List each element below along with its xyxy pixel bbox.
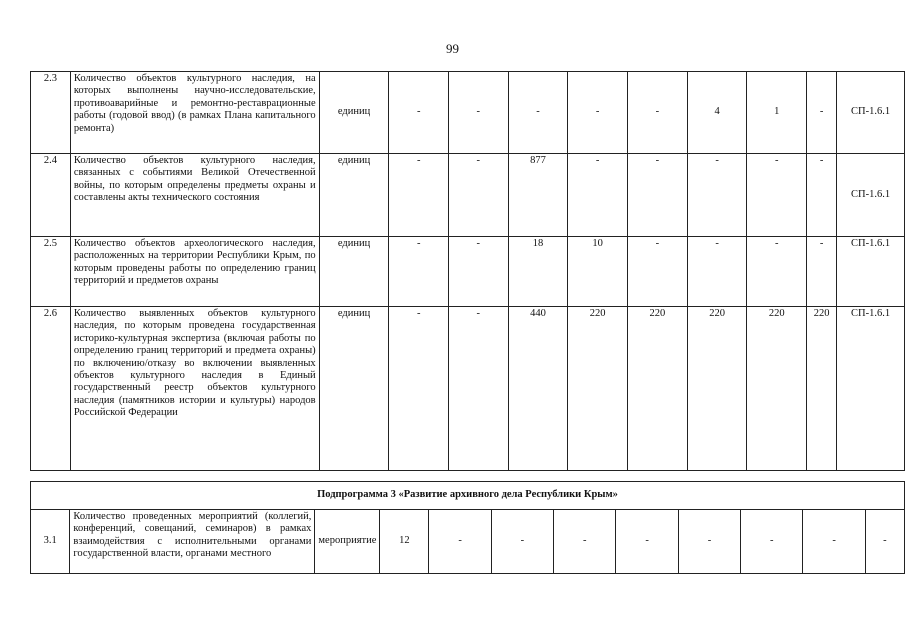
row-value: - <box>389 307 449 471</box>
row-value: - <box>449 237 509 307</box>
row-value: - <box>807 237 837 307</box>
page-number: 99 <box>446 41 459 56</box>
row-value: 220 <box>747 307 807 471</box>
row-value: - <box>491 510 553 574</box>
row-value: 1 <box>747 72 807 154</box>
row-value: 10 <box>568 237 628 307</box>
table-row <box>31 307 905 471</box>
row-value: - <box>429 510 491 574</box>
row-value: 220 <box>807 307 837 471</box>
row-value: - <box>865 510 904 574</box>
row-value: 12 <box>380 510 429 574</box>
subprogram-header-row <box>31 482 905 510</box>
row-value: - <box>678 510 740 574</box>
row-code: СП-1.6.1 <box>837 154 905 237</box>
row-description: Количество объектов археологического наследия, расположенных на территории Республики Крым, по которым проведены работы по определению границ территорий и предметов охраны <box>70 237 319 307</box>
row-description: Количество объектов культурного наследия, связанных с событиями Великой Отечественной войны, по которым определены предметы охраны и составлены акты технического состояния <box>70 154 319 237</box>
row-value: 877 <box>508 154 568 237</box>
row-value: - <box>616 510 678 574</box>
row-value: - <box>628 72 688 154</box>
table-row <box>31 510 905 574</box>
row-value: - <box>747 154 807 237</box>
row-value: - <box>747 237 807 307</box>
row-value: - <box>508 72 568 154</box>
row-value: - <box>628 237 688 307</box>
row-value: - <box>389 154 449 237</box>
row-number: 3.1 <box>31 510 70 574</box>
subprogram-title: Подпрограмма 3 «Развитие архивного дела Республики Крым» <box>31 482 905 510</box>
row-value: 4 <box>687 72 747 154</box>
row-value: - <box>803 510 865 574</box>
row-number: 2.6 <box>31 307 71 471</box>
row-value: - <box>807 154 837 237</box>
row-number: 2.3 <box>31 72 71 154</box>
row-value: - <box>687 237 747 307</box>
row-code: СП-1.6.1 <box>837 237 905 307</box>
row-code: СП-1.6.1 <box>837 307 905 471</box>
row-description: Количество выявленных объектов культурного наследия, по которым проведена государственная историко-культурная экспертиза (включая работы по определению границ территорий и предмета охраны) по включению/отказу во включении выявленных объектов культурного наследия в Единый государственный реестр объектов культурного наследия (памятников истории и культуры) народов Российской Федерации <box>70 307 319 471</box>
row-value: - <box>449 72 509 154</box>
row-description: Количество объектов культурного наследия, на которых выполнены научно-исследовательские, противоаварийные и ремонтно-реставрационные работы (годовой ввод) (в рамках Плана капитального ремонта) <box>70 72 319 154</box>
table-row <box>31 154 905 237</box>
row-value: 220 <box>628 307 688 471</box>
subprogram-table <box>30 481 905 574</box>
row-value: - <box>628 154 688 237</box>
row-value: 440 <box>508 307 568 471</box>
row-unit: единиц <box>319 72 389 154</box>
row-number: 2.5 <box>31 237 71 307</box>
row-value: - <box>807 72 837 154</box>
row-value: - <box>741 510 803 574</box>
row-value: - <box>389 237 449 307</box>
row-unit: единиц <box>319 307 389 471</box>
row-code: СП-1.6.1 <box>837 72 905 154</box>
row-value: - <box>568 154 628 237</box>
row-value: 18 <box>508 237 568 307</box>
table-row <box>31 237 905 307</box>
row-unit: единиц <box>319 154 389 237</box>
row-value: - <box>554 510 616 574</box>
row-description: Количество проведенных мероприятий (коллегий, конференций, совещаний, семинаров) в рамках взаимодействия с исполнительными органами государственной власти, органами местного <box>70 510 315 574</box>
row-value: 220 <box>687 307 747 471</box>
row-number: 2.4 <box>31 154 71 237</box>
row-unit: мероприятие <box>315 510 380 574</box>
row-value: 220 <box>568 307 628 471</box>
table-row <box>31 72 905 154</box>
row-unit: единиц <box>319 237 389 307</box>
row-value: - <box>568 72 628 154</box>
row-value: - <box>449 307 509 471</box>
row-value: - <box>687 154 747 237</box>
row-value: - <box>449 154 509 237</box>
row-value: - <box>389 72 449 154</box>
indicators-table <box>30 71 905 471</box>
